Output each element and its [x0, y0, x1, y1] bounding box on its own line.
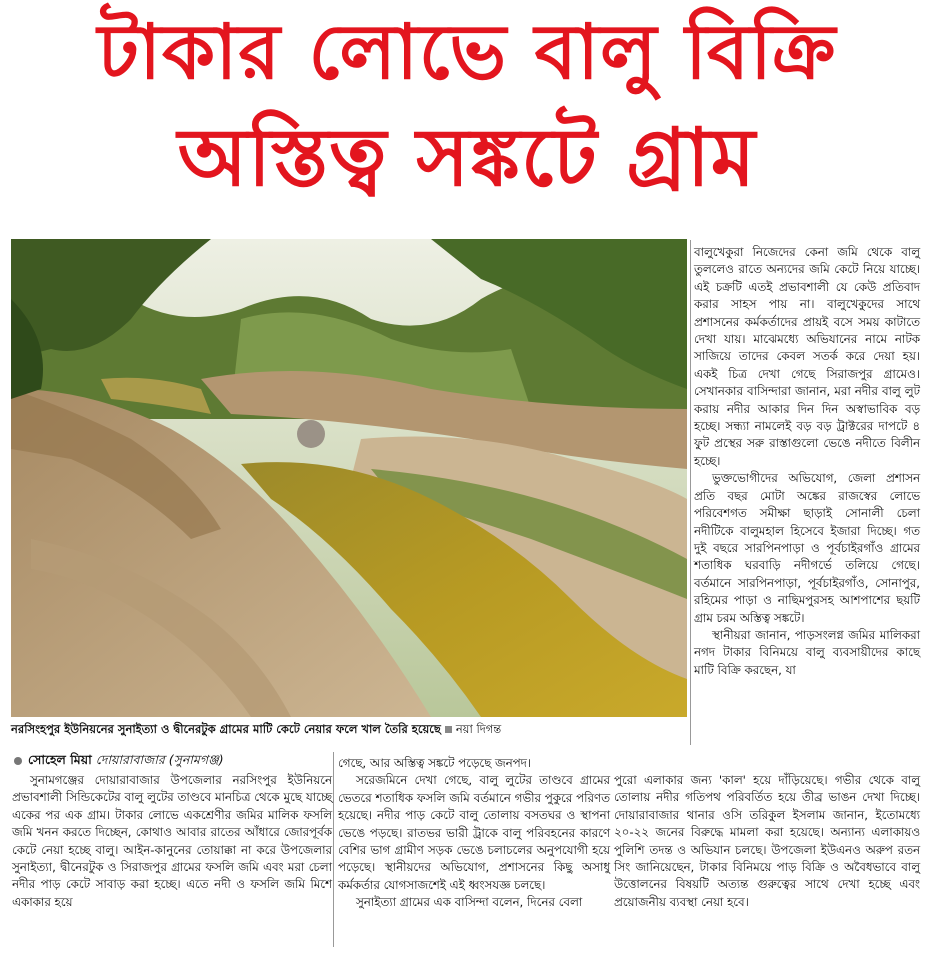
- article-column-right: [694, 244, 920, 679]
- column-divider: [333, 752, 334, 947]
- photo-caption: [11, 722, 691, 737]
- byline: [14, 752, 224, 772]
- bullet-icon: [14, 757, 22, 765]
- article-column-2: [338, 755, 610, 912]
- paragraph: স্থানীয়রা জানান, পাড়সংলগ্ন জমির মালিকরা নগদ টাকার বিনিময়ে বালু ব্যবসায়ীদের কাছে মাটি বিক্রি করছেন, যা: [694, 627, 920, 677]
- headline-line-1: টাকার লোভে বালু বিক্রি: [97, 7, 837, 96]
- paragraph: গেছে, আর অস্তিত্ব সঙ্কটে পড়েছে জনপদ।: [338, 756, 532, 770]
- paragraph: সুনামগঞ্জের দোয়ারাবাজার উপজেলার নরসিংপুর ইউনিয়নে প্রভাবশালী সিন্ডিকেটের বালু লুটের তাণ্ডবে মানচিত্র থেকে মুছে যাচ্ছে একের পর এক গ্রাম। টাকার লোভে একশ্রেণীর জমির মালিক ফসলি জমি খনন করতে দিচ্ছেন, কোথাও আবার রাতের আঁধারে জোরপূর্বক কেটে নেয়া হচ্ছে বালু। আইন-কানুনের তোয়াক্কা না করে উপজেলার সুনাইত্যা, দ্বীনেরটুক ও সিরাজপুর গ্রামের ফসলি জমি এবং মরা চেলা নদীর পাড় কেটে সাবাড় করা হচ্ছে। এতে নদী ও ফসলি জমি মিশে একাকার হয়ে: [12, 773, 332, 909]
- dateline: দোয়ারাবাজার (সুনামগঞ্জ): [95, 752, 224, 767]
- reporter-name: সোহেল মিয়া: [28, 752, 92, 767]
- paragraph: সরেজমিনে দেখা গেছে, বালু লুটের তাণ্ডবে গ্রামের ভেতরে শতাধিক ফসলি জমি বর্তমানে গভীর পুকুরে পরিণত হয়েছে। নদীর পাড় কেটে বালু তোলায় বসতঘর ও স্থাপনা ভেঙে পড়ছে। রাতভর ভারী ট্রাকে বালু পরিবহনের কারণে বেশির ভাগ গ্রামীণ সড়ক ভেঙে চলাচলের অনুপযোগী হয়ে পড়েছে। স্থানীয়দের অভিযোগ, প্রশাসনের কিছু অসাধু কর্মকর্তার যোগসাজশেই এই ধ্বংসযজ্ঞ চলছে।: [338, 773, 610, 892]
- paragraph: ভুক্তভোগীদের অভিযোগ, জেলা প্রশাসন প্রতি বছর মোটা অঙ্কের রাজস্বের লোভে পরিবেশগত সমীক্ষা ছাড়াই সোনালী চেলা নদীটিকে বালুমহাল হিসেবে ইজারা দিচ্ছে। গত দুই বছরে সারপিনপাড়া ও পূর্বচাইরগাঁও গ্রামের শতাধিক ঘরবাড়ি নদীগর্ভে তলিয়ে গেছে। বর্তমানে সারপিনপাড়া, পূর্বচাইরগাঁও, সোনাপুর, রহিমের পাড়া ও নাছিমপুরসহ আশপাশের ছয়টি গ্রাম চরম অস্তিত্ব সঙ্কটে।: [694, 471, 920, 625]
- column-divider: [690, 240, 691, 745]
- river-photo-illustration: [11, 239, 687, 717]
- square-bullet-icon: [445, 726, 452, 733]
- paragraph: পুরো এলাকার জন্য 'কাল' হয়ে দাঁড়িয়েছে। গভীর থেকে বালু তোলায় নদীর গতিপথ পরিবর্তিত হয়ে তীব্র ভাঙন দেখা দিচ্ছে। দোয়ারাবাজার থানার ওসি তরিকুল ইসলাম জানান, ইতোমধ্যে ২০-২২ জনের বিরুদ্ধে মামলা করা হয়েছে। অন্যান্য এলাকায়ও পুলিশি তদন্ত ও অভিযান চলছে। উপজেলা ইউএনও অরুপ রতন সিং জানিয়েছেন, টাকার বিনিময়ে পাড় বিক্রি ও অবৈধভাবে বালু উত্তোলনের বিষয়টি অত্যন্ত গুরুত্বের সাথে দেখা হচ্ছে এবং প্রয়োজনীয় ব্যবস্থা নেয়া হবে।: [614, 773, 920, 909]
- paragraph: বালুখেকুরা নিজেদের কেনা জমি থেকে বালু তুললেও রাতে অন্যদের জমি কেটে নিয়ে যাচ্ছে। এই চক্রটি এতই প্রভাবশালী যে কেউ প্রতিবাদ করার সাহস পায় না। বালুখেকুদের সাথে প্রশাসনের কর্মকর্তাদের প্রায়ই বসে সময় কাটাতে দেখা যায়। মাঝেমধ্যে অভিযানের নামে নাটক সাজিয়ে তাদের কেবল সতর্ক করে দেয়া হয়। একই চিত্র দেখা গেছে সিরাজপুর গ্রামেও। সেখানকার বাসিন্দারা জানান, মরা নদীর বালু লুট করায় নদীর আকার দিন দিন অস্বাভাবিক বড় হচ্ছে। সন্ধ্যা নামলেই বড় বড় ট্রাক্টরের দাপটে ৪ ফুট প্রস্থের সরু রাস্তাগুলো ভেঙে নদীতে বিলীন হচ্ছে।: [694, 245, 920, 468]
- article-column-1: [12, 772, 332, 911]
- river-photo: [11, 239, 687, 717]
- photo-caption-text: নরসিংহপুর ইউনিয়নের সুনাইত্যা ও দ্বীনেরটুক গ্রামের মাটি কেটে নেয়ার ফলে খাল তৈরি হয়েছে: [11, 722, 441, 736]
- photo-credit: নয়া দিগন্ত: [455, 722, 502, 736]
- headline-line-2: অস্তিত্ব সঙ্কটে গ্রাম: [177, 111, 757, 204]
- paragraph: সুনাইত্যা গ্রামের এক বাসিন্দা বলেন, দিনের বেলা: [356, 895, 583, 910]
- article-column-3: [614, 772, 920, 911]
